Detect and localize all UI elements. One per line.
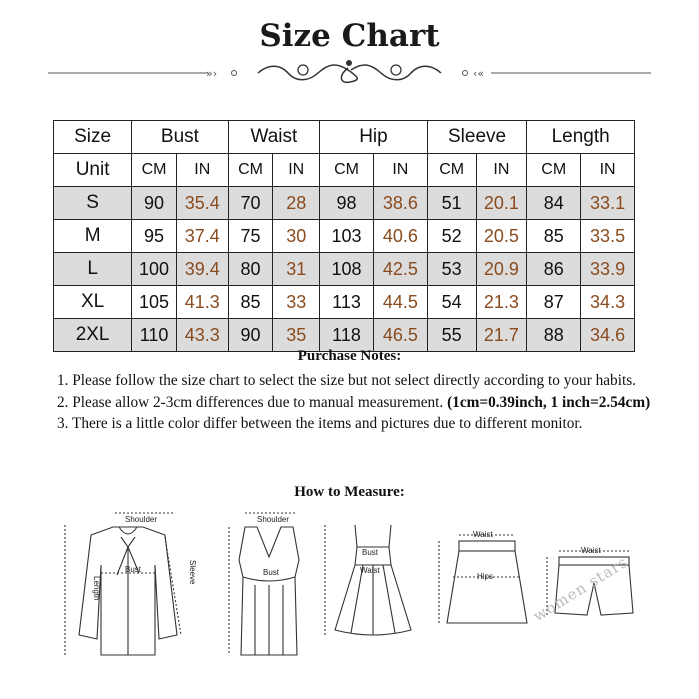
value-cell: 31 <box>273 253 320 286</box>
page-title: Size Chart <box>259 18 440 54</box>
size-cell: 2XL <box>54 319 132 352</box>
tank-top-icon <box>229 513 299 655</box>
table-row <box>54 286 635 319</box>
value-cell: 95 <box>132 220 177 253</box>
value-cell: 44.5 <box>373 286 427 319</box>
unit-cell: IN <box>273 154 320 187</box>
value-cell: 40.6 <box>373 220 427 253</box>
dress-icon <box>325 525 411 635</box>
ornament-divider <box>48 56 651 90</box>
value-cell: 110 <box>132 319 177 352</box>
value-cell: 55 <box>427 319 476 352</box>
value-cell: 105 <box>132 286 177 319</box>
value-cell: 21.3 <box>476 286 527 319</box>
value-cell: 85 <box>228 286 273 319</box>
value-cell: 100 <box>132 253 177 286</box>
header-size: Size <box>54 121 132 154</box>
header-waist: Waist <box>228 121 319 154</box>
size-cell: S <box>54 187 132 220</box>
note-3: 3. There is a little color differ between the items and pictures due to different monitor. <box>57 415 583 432</box>
value-cell: 20.1 <box>476 187 527 220</box>
value-cell: 43.3 <box>176 319 228 352</box>
watermark: women stars <box>530 552 632 626</box>
unit-cell: CM <box>132 154 177 187</box>
note-2-text: 2. Please allow 2-3cm differences due to manual measurement. <box>57 393 448 411</box>
value-cell: 103 <box>320 220 374 253</box>
value-cell: 54 <box>427 286 476 319</box>
value-cell: 46.5 <box>373 319 427 352</box>
value-cell: 38.6 <box>373 187 427 220</box>
note-2-conversion: (1cm=0.39inch, 1 inch=2.54cm) <box>447 393 651 411</box>
value-cell: 85 <box>527 220 581 253</box>
unit-cell: IN <box>176 154 228 187</box>
value-cell: 33 <box>273 286 320 319</box>
waist-label: Waist <box>473 530 493 539</box>
value-cell: 88 <box>527 319 581 352</box>
value-cell: 80 <box>228 253 273 286</box>
value-cell: 90 <box>228 319 273 352</box>
value-cell: 37.4 <box>176 220 228 253</box>
waist-label: Waist <box>581 546 601 555</box>
value-cell: 35 <box>273 319 320 352</box>
unit-cell: IN <box>476 154 527 187</box>
svg-text:»›: »› <box>206 67 218 80</box>
value-cell: 35.4 <box>176 187 228 220</box>
value-cell: 87 <box>527 286 581 319</box>
size-cell: XL <box>54 286 132 319</box>
table-header-row <box>54 121 635 154</box>
value-cell: 86 <box>527 253 581 286</box>
note-2 <box>57 392 657 414</box>
value-cell: 20.9 <box>476 253 527 286</box>
value-cell: 118 <box>320 319 374 352</box>
unit-row <box>54 154 635 187</box>
size-chart-table <box>53 120 635 352</box>
svg-text:‹«: ‹« <box>473 67 485 80</box>
value-cell: 33.1 <box>581 187 635 220</box>
unit-cell: IN <box>581 154 635 187</box>
table-row <box>54 253 635 286</box>
bust-label: Bust <box>263 568 280 577</box>
unit-label: Unit <box>54 154 132 187</box>
value-cell: 39.4 <box>176 253 228 286</box>
table-row <box>54 187 635 220</box>
value-cell: 33.5 <box>581 220 635 253</box>
unit-cell: CM <box>320 154 374 187</box>
value-cell: 84 <box>527 187 581 220</box>
value-cell: 113 <box>320 286 374 319</box>
length-label: Length <box>92 576 101 601</box>
value-cell: 33.9 <box>581 253 635 286</box>
hips-label: Hips <box>477 572 494 581</box>
value-cell: 53 <box>427 253 476 286</box>
value-cell: 108 <box>320 253 374 286</box>
unit-cell: CM <box>427 154 476 187</box>
unit-cell: CM <box>527 154 581 187</box>
unit-cell: IN <box>373 154 427 187</box>
value-cell: 21.7 <box>476 319 527 352</box>
value-cell: 20.5 <box>476 220 527 253</box>
value-cell: 75 <box>228 220 273 253</box>
shoulder-label: Shoulder <box>257 515 290 524</box>
size-cell: L <box>54 253 132 286</box>
unit-cell: CM <box>228 154 273 187</box>
value-cell: 30 <box>273 220 320 253</box>
value-cell: 52 <box>427 220 476 253</box>
purchase-notes-title: Purchase Notes: <box>297 348 402 364</box>
sleeve-label: Sleeve <box>188 560 197 585</box>
blouse-icon <box>65 513 181 655</box>
size-cell: M <box>54 220 132 253</box>
header-length: Length <box>527 121 635 154</box>
value-cell: 34.3 <box>581 286 635 319</box>
note-1: 1. Please follow the size chart to select the size but not select directly according to your habits. <box>57 372 636 389</box>
table-row <box>54 220 635 253</box>
shoulder-label: Shoulder <box>125 515 158 524</box>
header-sleeve: Sleeve <box>427 121 527 154</box>
value-cell: 70 <box>228 187 273 220</box>
value-cell: 41.3 <box>176 286 228 319</box>
header-hip: Hip <box>320 121 428 154</box>
waist-label: Waist <box>360 566 380 575</box>
value-cell: 51 <box>427 187 476 220</box>
value-cell: 90 <box>132 187 177 220</box>
bust-label: Bust <box>125 565 142 574</box>
purchase-notes <box>57 370 657 435</box>
value-cell: 28 <box>273 187 320 220</box>
value-cell: 42.5 <box>373 253 427 286</box>
value-cell: 98 <box>320 187 374 220</box>
header-bust: Bust <box>132 121 228 154</box>
value-cell: 34.6 <box>581 319 635 352</box>
bust-label: Bust <box>362 548 379 557</box>
table-row <box>54 319 635 352</box>
how-to-measure-title: How to Measure: <box>294 484 405 500</box>
